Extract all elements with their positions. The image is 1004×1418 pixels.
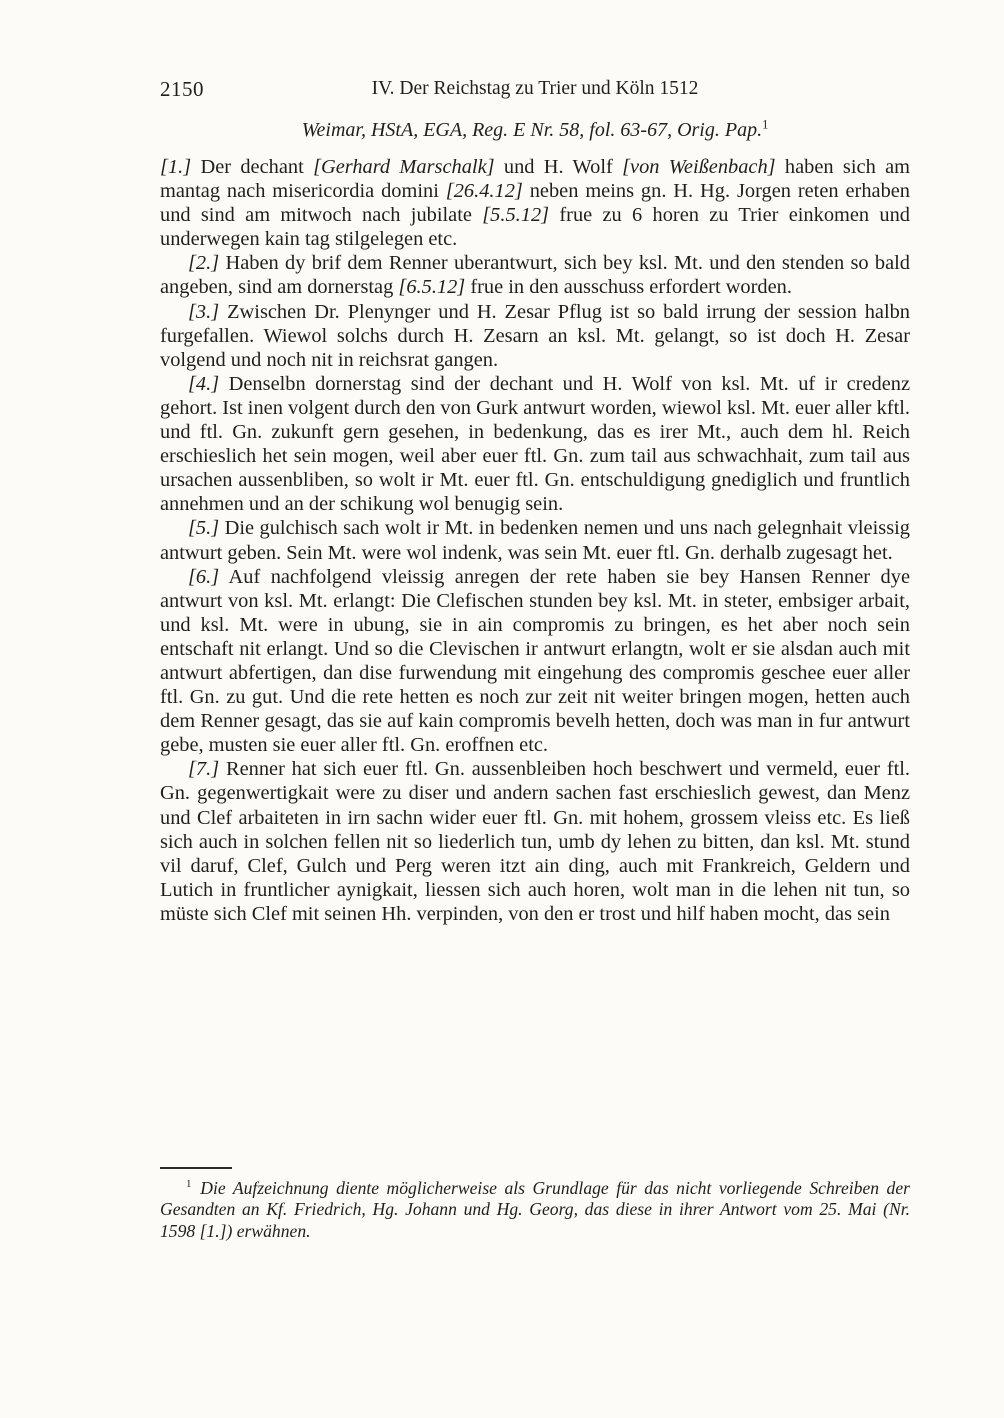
text-segment: [3.] [188,300,220,323]
text-segment: [Gerhard Marschalk] [313,156,495,178]
text-segment: [6.] [188,565,220,588]
text-segment: [5.5.12] [482,204,550,227]
paragraph-2 [160,251,910,299]
footnote-rule [160,1167,232,1169]
paragraph-7 [160,757,910,926]
footnote [160,1178,910,1242]
text-segment: frue in den ausschuss erfordert worden. [465,276,792,299]
text-segment: Die Aufzeichnung diente möglicherweise als Grundlage für das nicht vorliegende Schreiben der Gesandten an Kf. Friedrich, Hg. Johann und Hg. Georg, das diese in ihrer Antwort vom 25. Mai (Nr. 1598 [1.]) erwähnen. [160,1178,910,1241]
text-segment: Renner hat sich euer ftl. Gn. aussenbleiben hoch beschwert und vermeld, euer ftl. Gn. gegenwertigkait were zu diser und andern sachen fast erschieslich gewest, dan Menz und Clef arbaiteten in irn sachn wider euer ftl. Gn. mit hohem, grossem vleiss etc. Es ließ sich auch in solchen fellen nit so liederlich tun, umb dy lehen zu bitten, dan ksl. Mt. stund vil daruf, Clef, Gulch und Perg weren itzt ain ding, auch mit Frankreich, Geldern und Lutich in fruntlicher aynigkait, liessen sich auch horen, wolt man in die lehen nit tun, so müste sich Clef mit seinen Hh. verpinden, von den er trost und hilf haben mocht, das sein [160,758,910,925]
text-segment: und H. Wolf [494,156,623,178]
paragraph-6 [160,565,910,758]
footnote-marker: 1 [186,1178,192,1191]
text-segment: [von Weißenbach] [622,156,776,178]
text-segment: Zwischen Dr. Plenynger und H. Zesar Pflug ist so bald irrung der session halbn furgefallen. Wiewol solchs durch H. Zesarn an ksl. Mt. gelangt, so ist doch H. Zesar volgend und noch nit in reichsrat gangen. [160,300,910,371]
text-segment: [2.] [188,252,220,275]
running-head: IV. Der Reichstag zu Trier und Köln 1512 [371,78,699,99]
text-segment: neben meins gn. H. Hg. Jorgen reten erhaben und sind am mitwoch nach jubilate [160,180,911,227]
text-segment: Auf nachfolgend vleissig anregen der rete haben sie bey Hansen Renner dye antwurt von ksl. Mt. erlangt: Die Clefischen stunden bey ksl. Mt. in steter, embsiger arbait, und ksl. Mt. were in ubung, sie in ain compromis zu bringen, es het aber noch sein entschaft nit erlangt. Und so die Clevischen ir antwurt erlangtn, wolt er sie alsdan auch mit antwurt abfertigen, dan dise furwendung mit eingehung des compromis geschee euer aller ftl. Gn. zu gut. Und die rete hetten es noch zur zeit nit weiter bringen mogen, hetten auch dem Renner gesagt, das sie auf kain compromis bevelh hetten, doch was man in fur antwurt gebe, musten sie euer aller ftl. Gn. eroffnen etc. [160,565,910,757]
page-content [160,76,910,926]
body-text [160,155,910,926]
text-segment: frue zu 6 horen zu Trier einkomen und underwegen kain tag stilgelegen etc. [160,204,911,251]
text-segment: [26.4.12] [445,180,523,203]
page-number: 2150 [160,77,204,101]
source-line [160,118,910,142]
paragraph-4 [160,372,910,517]
text-segment: [1.] [160,156,192,178]
paragraph-1 [160,155,910,251]
text-segment: Die gulchisch sach wolt ir Mt. in bedenken nemen und uns nach gelegnhait vleissig antwurt geben. Sein Mt. were wol indenk, was sein Mt. euer ftl. Gn. derhalb zugesagt het. [160,517,910,564]
text-segment: Der dechant [191,156,314,178]
paragraph-3 [160,300,910,372]
source-footnote-ref: 1 [762,117,769,132]
text-segment: [6.5.12] [398,276,466,299]
page-header [160,76,910,102]
text-segment: [5.] [188,517,220,540]
text-segment: Haben dy brif dem Renner uberantwurt, sich bey ksl. Mt. und den stenden so bald angeben, sind am dornerstag [160,252,910,299]
footnote-block [160,1167,910,1242]
text-segment: Denselbn dornerstag sind der dechant und H. Wolf von ksl. Mt. uf ir credenz gehort. Ist inen volgent durch den von Gurk antwurt worden, wiewol ksl. Mt. euer aller kftl. und ftl. Gn. zukunft gern gesehen, in bedenkung, das es irer Mt., auch dem hl. Reich erschieslich het sein mogen, weil aber euer ftl. Gn. zum tail aus schwachhait, zum tail aus ursachen aussenbliben, so wolt ir Mt. euer ftl. Gn. entschuldigung gnediglich und fruntlich annehmen und an der schikung wol benugig sein. [160,372,910,516]
paragraph-5 [160,516,910,564]
text-segment: haben sich am mantag nach misericordia domini [160,156,910,203]
source-text: Weimar, HStA, EGA, Reg. E Nr. 58, fol. 63-67, Orig. Pap. [301,119,763,141]
text-segment: [4.] [188,372,220,395]
text-segment: [7.] [188,758,220,781]
